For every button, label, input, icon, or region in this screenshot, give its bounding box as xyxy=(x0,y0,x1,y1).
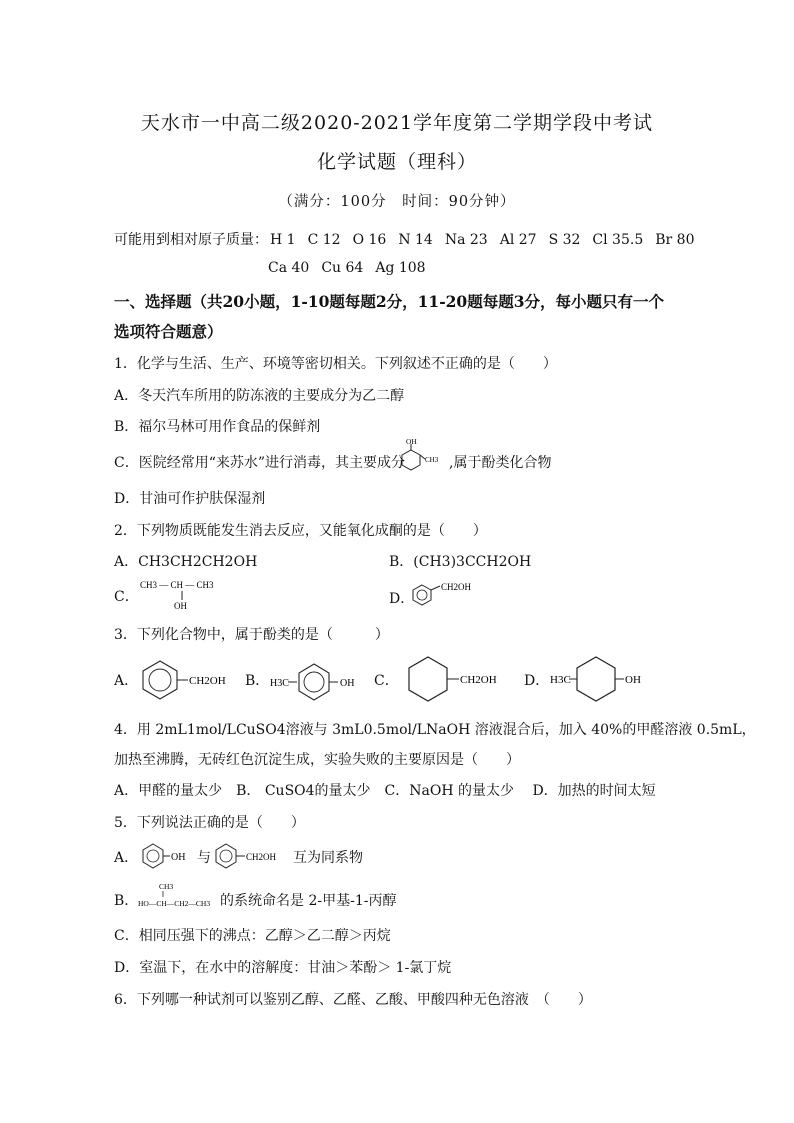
atomic-mass-item: S 32 xyxy=(548,232,581,248)
question-4-stem-cont: 加热至沸腾，无砖红色沉淀生成，实验失败的主要原因是（ ） xyxy=(114,752,520,768)
question-5-option-c: C．相同压强下的沸点：乙醇＞乙二醇＞丙烷 xyxy=(114,928,391,944)
ch2oh-label: CH2OH xyxy=(189,675,226,687)
benzyl-alcohol-structure-a xyxy=(136,658,236,698)
h3c-label: H3C xyxy=(270,678,289,689)
question-2-option-c-label: C． xyxy=(114,589,139,605)
question-3-option-a-label: A． xyxy=(114,673,139,689)
question-2-stem: 2．下列物质既能发生消去反应，又能氧化成酮的是（ ） xyxy=(114,523,487,539)
cyclohexylmethanol-structure xyxy=(403,656,513,700)
atomic-mass-item: Br 80 xyxy=(655,232,695,248)
question-3-stem: 3．下列化合物中，属于酚类的是（ ） xyxy=(114,627,389,643)
atomic-mass-item: Cl 35.5 xyxy=(592,232,644,248)
exam-meta: （满分：100分 时间：90分钟） xyxy=(278,194,516,210)
isopropanol-structure xyxy=(140,578,230,614)
atomic-mass-item: Al 27 xyxy=(499,232,537,248)
ch2oh-label: CH2OH xyxy=(441,582,472,592)
question-1-option-b: B．福尔马林可用作食品的保鲜剂 xyxy=(114,419,321,435)
atomic-mass-item: N 14 xyxy=(398,232,433,248)
question-5-option-d: D．室温下，在水中的溶解度：甘油＞苯酚＞ 1-氯丁烷 xyxy=(114,960,452,976)
oh-label: OH xyxy=(174,601,187,611)
atomic-mass-item: Ca 40 xyxy=(268,260,310,276)
question-2-option-a: A．CH3CH2CH2OH xyxy=(114,554,258,570)
section-heading: 一、选择题（共20小题，1-10题每题2分，11-20题每题3分，每小题只有一个 xyxy=(114,292,665,311)
phenol-structure xyxy=(140,843,200,869)
question-6-stem: 6．下列哪一种试剂可以鉴别乙醇、乙醛、乙酸、甲酸四种无色溶液 （ ） xyxy=(114,992,592,1008)
question-4-stem: 4．用 2mL1mol/LCuSO4溶液与 3mL0.5mol/LNaOH 溶液混合后，加入 40%的甲醛溶液 0.5mL， xyxy=(114,722,756,738)
option-c-text: C．医院经常用“来苏水”进行消毒，其主要成分 xyxy=(114,455,406,471)
benzyl-alcohol-structure-5a xyxy=(213,843,293,869)
ch2oh-label: CH2OH xyxy=(246,852,277,862)
atomic-mass-row-1 xyxy=(114,229,706,249)
butanol-structure xyxy=(138,880,224,910)
exam-subtitle: 化学试题（理科） xyxy=(316,151,477,173)
p-cresol-structure xyxy=(270,660,360,700)
oh-label: OH xyxy=(171,852,186,863)
atomic-mass-item: Na 23 xyxy=(444,232,488,248)
atomic-mass-item: O 16 xyxy=(352,232,387,248)
ch3-label: CH3 xyxy=(159,882,174,891)
atomic-mass-item: Ag 108 xyxy=(375,260,426,276)
question-4-options: A．甲醛的量太少 B． CuSO4的量太少 C．NaOH 的量太少 D．加热的时间太短 xyxy=(114,783,656,799)
formula-main: HO—CH—CH2—CH3 xyxy=(138,899,211,908)
exam-title: 天水市一中高二级2020-2021学年度第二学期学段中考试 xyxy=(140,112,654,134)
question-2-option-b: B．(CH3)3CCH2OH xyxy=(389,554,532,570)
option-c-text-end: ,属于酚类化合物 xyxy=(449,455,552,471)
benzyl-alcohol-structure xyxy=(410,581,490,611)
formula-main: CH3 — CH — CH3 xyxy=(140,580,214,590)
atomic-mass-item: H 1 xyxy=(270,232,296,248)
question-5-option-a-conj: 与 xyxy=(197,850,211,866)
atomic-mass-row-2 xyxy=(268,260,438,276)
question-1-option-d: D．甘油可作护肤保湿剂 xyxy=(114,491,266,507)
question-3-option-d-label: D． xyxy=(524,673,550,689)
question-1-stem: 1．化学与生活、生产、环境等密切相关。下列叙述不正确的是（ ） xyxy=(114,356,557,372)
question-5-stem: 5．下列说法正确的是（ ） xyxy=(114,815,305,831)
oh-label: OH xyxy=(340,678,355,689)
section-heading-cont: 选项符合题意） xyxy=(114,322,223,341)
question-5-option-a-label: A． xyxy=(114,850,139,866)
question-5-option-b-label: B． xyxy=(114,893,139,909)
question-2-option-d-label: D． xyxy=(389,591,415,607)
question-3-option-b-label: B． xyxy=(245,673,270,689)
h3c-label: H3C xyxy=(550,674,571,686)
question-1-option-a: A．冬天汽车所用的防冻液的主要成分为乙二醇 xyxy=(114,388,405,404)
question-1-option-c xyxy=(114,452,551,472)
atomic-mass-prefix: 可能用到相对原子质量： xyxy=(114,232,268,248)
question-5-option-b-text: 的系统命名是 2-甲基-1-丙醇 xyxy=(220,893,397,909)
oh-label: OH xyxy=(625,674,641,686)
atomic-mass-item: Cu 64 xyxy=(321,260,364,276)
ch3-label: CH3 xyxy=(425,456,439,464)
ch2oh-label: CH2OH xyxy=(460,674,497,686)
oh-label: OH xyxy=(406,437,417,446)
methylcyclohexanol-structure xyxy=(550,656,660,700)
cresol-structure xyxy=(398,438,444,472)
question-3-option-c-label: C． xyxy=(374,673,399,689)
atomic-mass-item: C 12 xyxy=(307,232,341,248)
question-5-option-a-text: 互为同系物 xyxy=(293,850,363,866)
